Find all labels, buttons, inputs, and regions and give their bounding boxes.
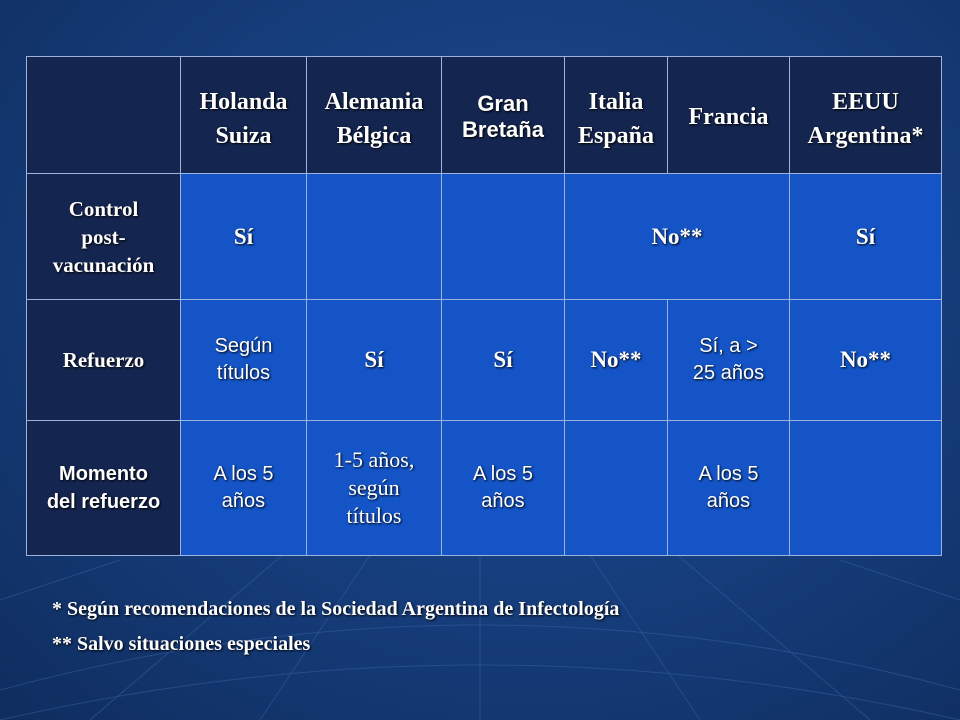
row-label-control [27, 174, 181, 300]
cell-value [213, 461, 273, 515]
row-label-line: post- [81, 224, 126, 249]
cell-line: años [706, 490, 751, 512]
row-label-line: Momento [59, 463, 148, 485]
column-header-line: Italia [588, 89, 644, 115]
footnote-sociedad-argentina: * Según recomendaciones de la Sociedad Argentina de Infectología [52, 598, 620, 620]
cell-line: 1-5 años, [333, 447, 415, 472]
cell-line: A los 5 [698, 463, 759, 485]
column-header-francia [668, 57, 790, 174]
column-header-line: Argentina* [807, 123, 924, 149]
cell-control-eeuu-argentina [790, 174, 942, 300]
cell-line: años [221, 490, 266, 512]
cell-refuerzo-holanda-suiza [181, 300, 307, 421]
column-header-line: EEUU [832, 89, 899, 115]
cell-momento-gran-bretana [442, 421, 565, 556]
cell-line: Según [214, 335, 273, 357]
cell-line: según [348, 475, 400, 500]
column-header-alemania-belgica [307, 57, 442, 174]
column-header-eeuu-argentina [790, 57, 942, 174]
column-header-line: Bélgica [336, 123, 412, 149]
cell-line: Sí, a > [699, 335, 758, 357]
column-header-line: Alemania [324, 89, 424, 115]
cell-value: No** [839, 347, 892, 372]
cell-value [215, 333, 273, 387]
table-row-refuerzo [27, 300, 942, 421]
cell-refuerzo-gran-bretana [442, 300, 565, 421]
row-label-line: Refuerzo [62, 348, 145, 372]
column-header-italia-espana [565, 57, 668, 174]
column-header-holanda-suiza [181, 57, 307, 174]
column-header-gran-bretana [442, 57, 565, 174]
row-label-line: vacunación [52, 252, 155, 277]
table-row-control [27, 174, 942, 300]
cell-value: No** [651, 223, 703, 249]
cell-line: títulos [216, 362, 271, 384]
column-header-line: Francia [688, 104, 769, 130]
header-row [27, 57, 942, 174]
cell-control-alemania-belgica [307, 174, 442, 300]
column-header-line: Suiza [215, 123, 272, 149]
row-label-line: Control [68, 196, 139, 221]
cell-control-holanda-suiza [181, 174, 307, 300]
corner-cell [27, 57, 181, 174]
cell-value [693, 333, 764, 387]
cell-value: Sí [364, 347, 384, 372]
vaccination-comparison-table [26, 56, 942, 556]
cell-line: A los 5 [472, 463, 534, 485]
row-label-momento [27, 421, 181, 556]
cell-line: 25 años [692, 362, 765, 384]
cell-control-italia-espana-francia [565, 174, 790, 300]
cell-value [334, 446, 415, 530]
cell-momento-francia [668, 421, 790, 556]
cell-momento-holanda-suiza [181, 421, 307, 556]
cell-line: años [481, 490, 525, 512]
cell-value: Sí [233, 223, 254, 249]
cell-refuerzo-alemania-belgica [307, 300, 442, 421]
cell-momento-italia-espana [565, 421, 668, 556]
cell-value [698, 461, 758, 515]
cell-control-gran-bretana [442, 174, 565, 300]
column-header-line: Holanda [199, 89, 288, 115]
cell-value [473, 461, 533, 515]
cell-momento-eeuu-argentina [790, 421, 942, 556]
cell-value: No** [590, 347, 642, 372]
cell-refuerzo-italia-espana [565, 300, 668, 421]
footnote-situaciones-especiales: ** Salvo situaciones especiales [52, 633, 311, 655]
cell-line: títulos [346, 503, 402, 528]
table-row-momento [27, 421, 942, 556]
cell-line: A los 5 [213, 463, 274, 485]
column-header-line: Gran [477, 91, 529, 116]
row-label-refuerzo [27, 300, 181, 421]
column-header-line: Bretaña [462, 117, 544, 142]
cell-value: Sí [855, 223, 876, 249]
cell-refuerzo-francia [668, 300, 790, 421]
cell-refuerzo-eeuu-argentina [790, 300, 942, 421]
row-label-line: del refuerzo [46, 491, 161, 513]
cell-momento-alemania-belgica [307, 421, 442, 556]
cell-value: Sí [493, 347, 513, 372]
column-header-line: España [577, 123, 655, 149]
